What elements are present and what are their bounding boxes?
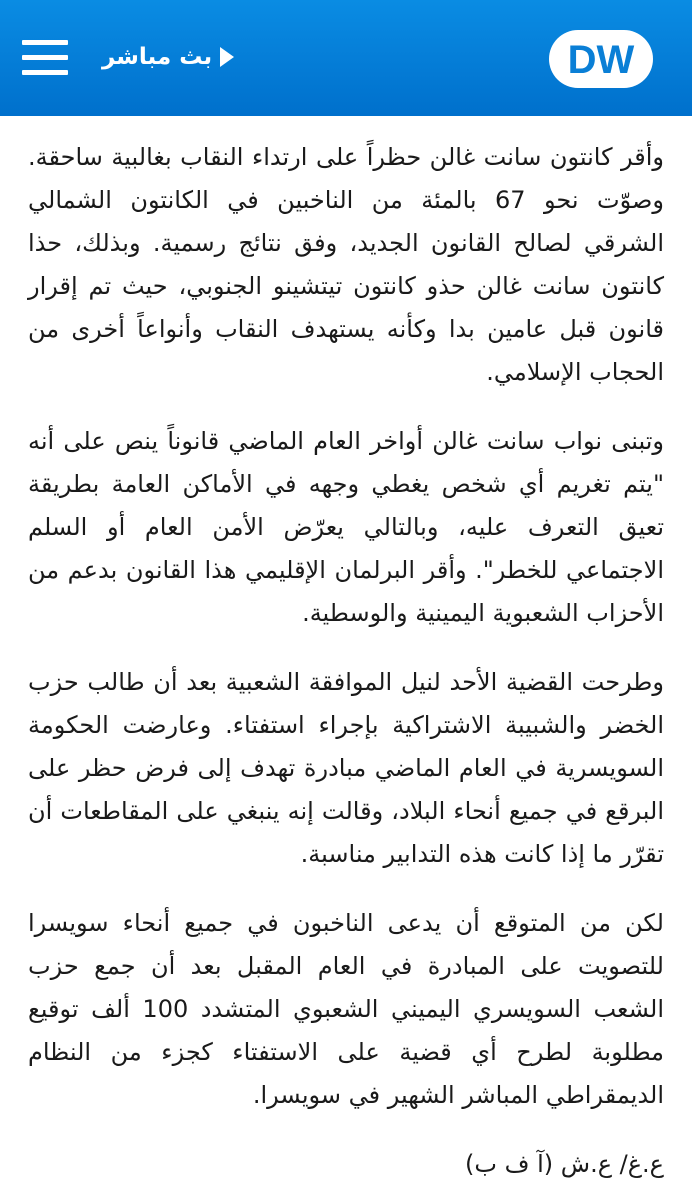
play-icon	[220, 47, 234, 67]
article-paragraph: وتبنى نواب سانت غالن أواخر العام الماضي قانوناً ينص على أنه "يتم تغريم أي شخص يغطي وجهه في الأماكن العامة بطريقة تعيق التعرف عليه، وبالتالي يعرّض الأمن العام أو السلم الاجتماعي للخطر". وأقر البرلمان الإقليمي هذا القانون بدعم من الأحزاب الشعبوية اليمينية والوسطية.	[28, 427, 664, 627]
live-stream-button[interactable]	[102, 44, 234, 70]
hamburger-menu-icon[interactable]	[22, 40, 68, 76]
article-paragraph: لكن من المتوقع أن يدعى الناخبون في جميع أنحاء سويسرا للتصويت على المبادرة في العام المقبل بعد أن جمع حزب الشعب السويسري اليميني الشعبوي المتشدد 100 ألف توقيع مطلوبة لطرح أي قضية على الاستفتاء كجزء من النظام الديمقراطي المباشر الشهير في سويسرا.	[28, 909, 665, 1109]
article-paragraph: وطرحت القضية الأحد لنيل الموافقة الشعبية بعد أن طالب حزب الخضر والشبيبة الاشتراكية بإجراء استفتاء. وعارضت الحكومة السويسرية في العام الماضي مبادرة تهدف إلى فرض حظر على البرقع في جميع أنحاء البلاد، وقالت إنه ينبغي على المقاطعات أن تقرّر ما إذا كانت هذه التدابير مناسبة.	[28, 668, 664, 868]
article-body	[0, 116, 692, 1186]
logo-text: DW	[567, 38, 635, 82]
dw-logo-icon	[548, 29, 654, 89]
menu-line	[22, 55, 68, 60]
top-bar	[0, 0, 692, 116]
live-stream-label: بث مباشر	[102, 44, 213, 70]
dw-logo[interactable]	[548, 29, 654, 89]
article-paragraph: وأقر كانتون سانت غالن حظراً على ارتداء النقاب بغالبية ساحقة. وصوّت نحو 67 بالمئة من الناخبين في الكانتون الشمالي الشرقي لصالح القانون الجديد، وفق نتائج رسمية. وبذلك، حذا كانتون سانت غالن حذو كانتون تيتشينو الجنوبي، حيث تم إقرار قانون قبل عامين بدا وكأنه يستهدف النقاب وأنواعاً أخرى من الحجاب الإسلامي.	[28, 143, 664, 386]
menu-line	[22, 70, 68, 75]
menu-line	[22, 40, 68, 45]
article-credit: ع.غ/ ع.ش (آ ف ب)	[465, 1150, 664, 1178]
